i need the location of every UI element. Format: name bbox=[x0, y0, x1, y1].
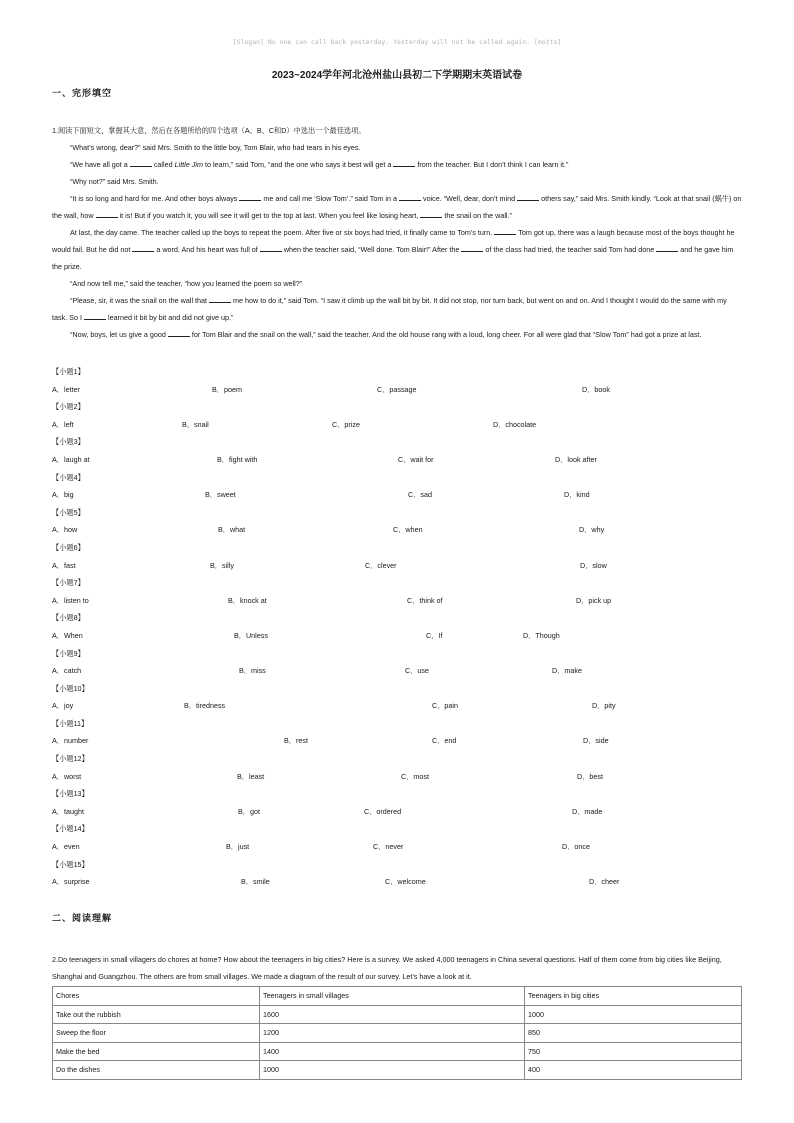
options-row bbox=[52, 732, 742, 750]
option-c[interactable]: C．clever bbox=[365, 560, 397, 570]
question-label: 【小题10】 bbox=[52, 683, 89, 693]
option-d[interactable]: D．look after bbox=[555, 454, 597, 464]
text: from the teacher. But I don’t think I can learn it.” bbox=[417, 160, 569, 169]
option-d[interactable]: D．pity bbox=[592, 701, 616, 711]
option-a[interactable]: A．worst bbox=[52, 771, 82, 781]
options-row bbox=[52, 627, 742, 645]
question-label: 【小题2】 bbox=[52, 402, 85, 412]
option-a[interactable]: A．letter bbox=[52, 384, 80, 394]
options-row bbox=[52, 521, 742, 539]
options-row bbox=[52, 416, 742, 434]
document-title: 2023~2024学年河北沧州盐山县初二下学期期末英语试卷 bbox=[271, 70, 523, 81]
option-a[interactable]: A．number bbox=[52, 736, 89, 746]
options-row bbox=[52, 486, 742, 504]
section-heading-reading: 二、阅读理解 bbox=[52, 914, 113, 924]
option-a[interactable]: A．fast bbox=[52, 560, 76, 570]
option-b[interactable]: B．got bbox=[238, 806, 260, 816]
option-b[interactable]: B．rest bbox=[284, 736, 308, 746]
option-b[interactable]: B．Unless bbox=[234, 630, 268, 640]
question-label: 【小题1】 bbox=[52, 367, 85, 376]
option-b[interactable]: B．just bbox=[226, 842, 250, 852]
question-label: 【小题7】 bbox=[52, 578, 85, 588]
option-d[interactable]: D．make bbox=[552, 666, 582, 676]
text: voice. “Well, dear, don’t mind bbox=[422, 194, 516, 203]
table-cell: Do the dishes bbox=[53, 1061, 260, 1080]
blank-6 bbox=[96, 211, 118, 218]
option-b[interactable]: B．tiredness bbox=[184, 701, 226, 711]
option-a[interactable]: A．joy bbox=[52, 701, 74, 711]
text: me and call me ‘Slow Tom’.” said Tom in a bbox=[263, 194, 397, 203]
table-cell: Take out the rubbish bbox=[53, 1005, 260, 1024]
option-a[interactable]: A．When bbox=[52, 630, 83, 640]
blank-13 bbox=[209, 296, 231, 303]
blank-14 bbox=[84, 313, 106, 320]
option-a[interactable]: A．taught bbox=[52, 806, 84, 816]
option-b[interactable]: B．sweet bbox=[205, 490, 236, 500]
option-c[interactable]: C．pain bbox=[432, 701, 458, 711]
blank-3 bbox=[239, 194, 261, 201]
option-b[interactable]: B．knock at bbox=[228, 595, 267, 605]
option-b[interactable]: B．what bbox=[218, 525, 246, 535]
options-row bbox=[52, 381, 742, 399]
question-label: 【小题8】 bbox=[52, 613, 85, 623]
text: learned it bit by bit and did not give up.” bbox=[107, 313, 234, 322]
option-d[interactable]: D．chocolate bbox=[493, 419, 537, 429]
option-c[interactable]: C．sad bbox=[408, 490, 432, 500]
option-d[interactable]: D．Though bbox=[523, 630, 560, 640]
option-c[interactable]: C．when bbox=[393, 525, 423, 535]
option-a[interactable]: A．how bbox=[52, 525, 78, 535]
option-a[interactable]: A．big bbox=[52, 490, 74, 500]
option-d[interactable]: D．cheer bbox=[589, 877, 620, 887]
text: and he gave him the prize. bbox=[52, 245, 734, 271]
table-header-row bbox=[53, 987, 742, 1006]
option-a[interactable]: A．catch bbox=[52, 666, 82, 676]
blank-3 bbox=[393, 160, 415, 167]
table-row bbox=[53, 1061, 742, 1080]
table-cell: 1000 bbox=[525, 1005, 742, 1024]
options-row bbox=[52, 662, 742, 680]
paragraph bbox=[52, 224, 742, 275]
option-a[interactable]: A．listen to bbox=[52, 595, 89, 605]
blank-9 bbox=[132, 245, 154, 252]
blank-4 bbox=[399, 194, 421, 201]
header-watermark: [Slogan] No one can call back yesterday. Yesterday will not be called again. [motto] bbox=[232, 38, 562, 46]
table-cell: 1400 bbox=[260, 1042, 525, 1061]
blank-15 bbox=[168, 330, 190, 337]
blank-11 bbox=[461, 245, 483, 252]
option-c[interactable]: C．think of bbox=[407, 595, 443, 605]
table-row bbox=[53, 1024, 742, 1043]
table-cell: 850 bbox=[525, 1024, 742, 1043]
text: to learn,” said Tom, “and the one who says it best will get a bbox=[204, 160, 392, 169]
cloze-passage bbox=[52, 122, 742, 343]
question-label: 【小题15】 bbox=[52, 859, 89, 869]
option-c[interactable]: C．ordered bbox=[364, 806, 402, 816]
question-label: 【小题12】 bbox=[52, 754, 89, 764]
option-d[interactable]: D．once bbox=[562, 842, 590, 852]
option-c[interactable]: C．passage bbox=[377, 384, 417, 394]
options-row bbox=[52, 803, 742, 821]
option-b[interactable]: B．snail bbox=[182, 419, 209, 429]
question-label: 【小题5】 bbox=[52, 507, 85, 517]
column-header: Teenagers in big cities bbox=[525, 987, 742, 1006]
question-label: 【小题13】 bbox=[52, 789, 89, 799]
paragraph: “Why not?” said Mrs. Smith. bbox=[70, 177, 159, 186]
option-c[interactable]: C．wait for bbox=[398, 454, 434, 464]
paragraph bbox=[52, 190, 742, 224]
text: the snail on the wall.” bbox=[444, 211, 512, 220]
option-a[interactable]: A．even bbox=[52, 842, 80, 852]
question-label: 【小题6】 bbox=[52, 542, 85, 552]
column-header: Teenagers in small villages bbox=[260, 987, 525, 1006]
option-d[interactable]: D．made bbox=[572, 806, 603, 816]
options-row bbox=[52, 768, 742, 786]
blank-7 bbox=[420, 211, 442, 218]
table-cell: Make the bed bbox=[53, 1042, 260, 1061]
option-a[interactable]: A．left bbox=[52, 419, 74, 429]
option-a[interactable]: A．laugh at bbox=[52, 454, 90, 464]
table-cell: 750 bbox=[525, 1042, 742, 1061]
option-c[interactable]: C．end bbox=[432, 736, 457, 746]
text: Little Jim bbox=[174, 160, 203, 169]
text: of the class had tried, the teacher said Tom had done bbox=[485, 245, 655, 254]
options-row bbox=[52, 592, 742, 610]
table-cell: 400 bbox=[525, 1061, 742, 1080]
text: “It is so long and hard for me. And other boys always bbox=[70, 194, 238, 203]
option-b[interactable]: B．miss bbox=[239, 666, 266, 676]
option-d[interactable]: D．slow bbox=[580, 560, 607, 570]
text: “Please, sir, it was the snail on the wall that bbox=[70, 296, 208, 305]
options-row bbox=[52, 873, 742, 891]
text: “We have all got a bbox=[70, 160, 128, 169]
survey-table bbox=[52, 986, 742, 1080]
option-c[interactable]: C．never bbox=[373, 842, 404, 852]
options-row bbox=[52, 838, 742, 856]
table-row bbox=[53, 1005, 742, 1024]
text: others say,” said Mrs. Smith kindly. “Look at that snail (蜗牛) on the wall, how bbox=[52, 194, 742, 220]
instruction: 1.阅读下面短文，掌握其大意，然后在各题所给的四个选项（A、B、C和D）中选出一个最佳选项。 bbox=[52, 126, 366, 135]
option-c[interactable]: C．most bbox=[401, 771, 429, 781]
column-header: Chores bbox=[53, 987, 260, 1006]
text: “Now, boys, let us give a good bbox=[70, 330, 166, 339]
paragraph bbox=[52, 156, 742, 173]
section-heading-cloze: 一、完形填空 bbox=[52, 89, 113, 99]
option-b[interactable]: B．fight with bbox=[217, 454, 258, 464]
question-list bbox=[52, 363, 742, 891]
option-c[interactable]: C．welcome bbox=[385, 877, 426, 887]
option-d[interactable]: D．best bbox=[577, 771, 603, 781]
survey-intro: 2.Do teenagers in small villagers do chores at home? How about the teenagers in big cities? Here is a survey. We asked 4,000 teenagers in China several questions. Half of them come from big cities like Beijing, Shanghai and Guangzhou. The others are from small villages. We made a diagram of the result of our survey. Let’s have a look at it. bbox=[52, 955, 722, 981]
text: for Tom Blair and the snail on the wall,” said the teacher. And the old house rang with a loud, long cheer. For all were glad that “Slow Tom” had got a prize at last. bbox=[191, 330, 702, 339]
option-b[interactable]: B．silly bbox=[210, 560, 234, 570]
blank-1 bbox=[130, 160, 152, 167]
question-label: 【小题14】 bbox=[52, 824, 89, 834]
blank-8 bbox=[494, 228, 516, 235]
option-b[interactable]: B．least bbox=[237, 771, 265, 781]
paragraph bbox=[52, 292, 742, 326]
option-d[interactable]: D．kind bbox=[564, 490, 590, 500]
option-d[interactable]: D．side bbox=[583, 736, 609, 746]
text: me how to do it,” said Tom. “I saw it climb up the wall bit by bit. It did not stop, nor turn back, but went on and on. And I thought I would do the same with my task. So I bbox=[52, 296, 727, 322]
question-label: 【小题4】 bbox=[52, 472, 85, 482]
options-row bbox=[52, 697, 742, 715]
question-label: 【小题9】 bbox=[52, 648, 85, 658]
option-b[interactable]: B．poem bbox=[212, 384, 242, 394]
option-c[interactable]: C．prize bbox=[332, 419, 360, 429]
options-row bbox=[52, 451, 742, 469]
option-c[interactable]: C．use bbox=[405, 666, 429, 676]
table-cell: 1600 bbox=[260, 1005, 525, 1024]
paragraph bbox=[52, 326, 742, 343]
table-row bbox=[53, 1042, 742, 1061]
question-label: 【小题11】 bbox=[52, 718, 89, 728]
table-cell: 1200 bbox=[260, 1024, 525, 1043]
text: a word. And his heart was full of bbox=[156, 245, 258, 254]
option-c[interactable]: C．If bbox=[426, 630, 443, 640]
option-d[interactable]: D．book bbox=[582, 384, 610, 394]
paragraph: “And now tell me,” said the teacher, “how you learned the poem so well?” bbox=[70, 279, 303, 288]
blank-10 bbox=[260, 245, 282, 252]
option-d[interactable]: D．pick up bbox=[576, 595, 612, 605]
options-row bbox=[52, 557, 742, 575]
table-cell: Sweep the floor bbox=[53, 1024, 260, 1043]
text: it is! But if you watch it, you will see it will get to the top at last. When you feel like losing heart, bbox=[119, 211, 419, 220]
option-a[interactable]: A．surprise bbox=[52, 877, 90, 887]
table-cell: 1000 bbox=[260, 1061, 525, 1080]
option-d[interactable]: D．why bbox=[579, 525, 605, 535]
blank-5 bbox=[517, 194, 539, 201]
paragraph: “What’s wrong, dear?” said Mrs. Smith to the little boy, Tom Blair, who had tears in his eyes. bbox=[70, 143, 361, 152]
text: called bbox=[153, 160, 173, 169]
text: At last, the day came. The teacher called up the boys to repeat the poem. After five or six boys had tried, it finally came to Tom’s turn. bbox=[70, 228, 493, 237]
text: Tom got up, there was a laugh because most of the boys thought he would fail. But he did not bbox=[52, 228, 735, 254]
option-b[interactable]: B．smile bbox=[241, 877, 270, 887]
blank-12 bbox=[656, 245, 678, 252]
question-label: 【小题3】 bbox=[52, 437, 85, 447]
text: when the teacher said, “Well done. Tom Blair!” After the bbox=[283, 245, 460, 254]
